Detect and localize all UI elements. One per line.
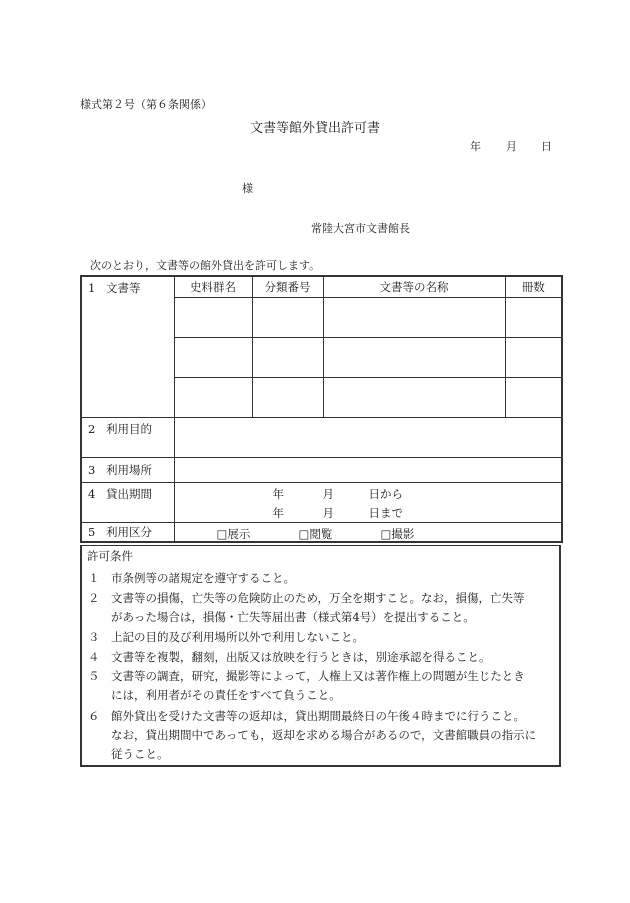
cell-classification[interactable] xyxy=(252,377,323,417)
period-from-year: 年 xyxy=(272,486,284,501)
section-place-label: 3 利用場所 xyxy=(81,457,174,482)
cell-classification[interactable] xyxy=(252,337,323,377)
usage-options xyxy=(174,522,562,542)
usage-option-photo-checkbox[interactable]: □撮影 xyxy=(380,526,415,541)
issuer-name: 常陸大宮市文書館長 xyxy=(311,222,410,235)
addressee-suffix: 様 xyxy=(242,182,253,195)
condition-line: ３ 上記の目的及び利用場所以外で利用しないこと。 xyxy=(88,630,364,644)
period-to-month: 月 xyxy=(322,505,334,520)
period-from-month: 月 xyxy=(322,486,334,501)
period-to-day: 日まで xyxy=(368,505,403,520)
col-header-collection: 史料群名 xyxy=(174,276,252,297)
document-title: 文書等館外貸出許可書 xyxy=(250,121,381,136)
section-usage-label: 5 利用区分 xyxy=(81,522,174,542)
condition-line: ４ 文書等を複製，翻刻，出版又は放映を行うときは，別途承認を得ること。 xyxy=(88,650,491,664)
condition-line: ５ 文書等の調査，研究，撮影等によって，人権上又は著作権上の問題が生じたとき xyxy=(88,669,525,683)
period-field[interactable] xyxy=(174,482,562,522)
cell-classification[interactable] xyxy=(252,297,323,337)
date-month-label: 月 xyxy=(506,140,517,153)
date-year-label: 年 xyxy=(470,140,481,153)
cell-collection[interactable] xyxy=(174,297,252,337)
section-documents-label: 1 文書等 xyxy=(81,276,174,417)
condition-line: 従うこと。 xyxy=(88,747,169,761)
usage-option-view-checkbox[interactable]: □閲覧 xyxy=(298,526,333,541)
period-from-day: 日から xyxy=(368,486,403,501)
loan-form-table xyxy=(80,275,563,543)
conditions-box xyxy=(80,545,561,767)
col-header-classification: 分類番号 xyxy=(252,276,323,297)
condition-line: があった場合は，損傷・亡失等届出書（様式第4号）を提出すること。 xyxy=(88,610,475,624)
usage-option-exhibit-checkbox[interactable]: □展示 xyxy=(216,526,251,541)
cell-document-name[interactable] xyxy=(323,297,505,337)
cell-volumes[interactable] xyxy=(505,297,562,337)
cell-volumes[interactable] xyxy=(505,377,562,417)
period-to-year: 年 xyxy=(272,505,284,520)
cell-volumes[interactable] xyxy=(505,337,562,377)
col-header-document-name: 文書等の名称 xyxy=(323,276,505,297)
section-period-label: 4 貸出期間 xyxy=(81,482,174,522)
cell-collection[interactable] xyxy=(174,377,252,417)
condition-line: なお，貸出期間中であっても，返却を求める場合があるので，文書館職員の指示に xyxy=(88,728,537,742)
form-number: 様式第２号（第６条関係） xyxy=(80,98,212,111)
place-field[interactable] xyxy=(174,457,562,482)
condition-line: には，利用者がその責任をすべて負うこと。 xyxy=(88,688,341,702)
cell-document-name[interactable] xyxy=(323,377,505,417)
condition-line: ６ 館外貸出を受けた文書等の返却は，貸出期間最終日の午後４時までに行うこと。 xyxy=(88,709,525,723)
cell-collection[interactable] xyxy=(174,337,252,377)
section-purpose-label: 2 利用目的 xyxy=(81,417,174,457)
condition-line: １ 市条例等の諸規定を遵守すること。 xyxy=(88,571,295,585)
intro-text: 次のとおり，文書等の館外貸出を許可します。 xyxy=(90,259,321,272)
conditions-title: 許可条件 xyxy=(87,549,133,563)
condition-line: ２ 文書等の損傷，亡失等の危険防止のため，万全を期すこと。なお，損傷，亡失等 xyxy=(88,591,525,605)
date-day-label: 日 xyxy=(541,140,552,153)
purpose-field[interactable] xyxy=(174,417,562,457)
col-header-volumes: 冊数 xyxy=(505,276,562,297)
cell-document-name[interactable] xyxy=(323,337,505,377)
